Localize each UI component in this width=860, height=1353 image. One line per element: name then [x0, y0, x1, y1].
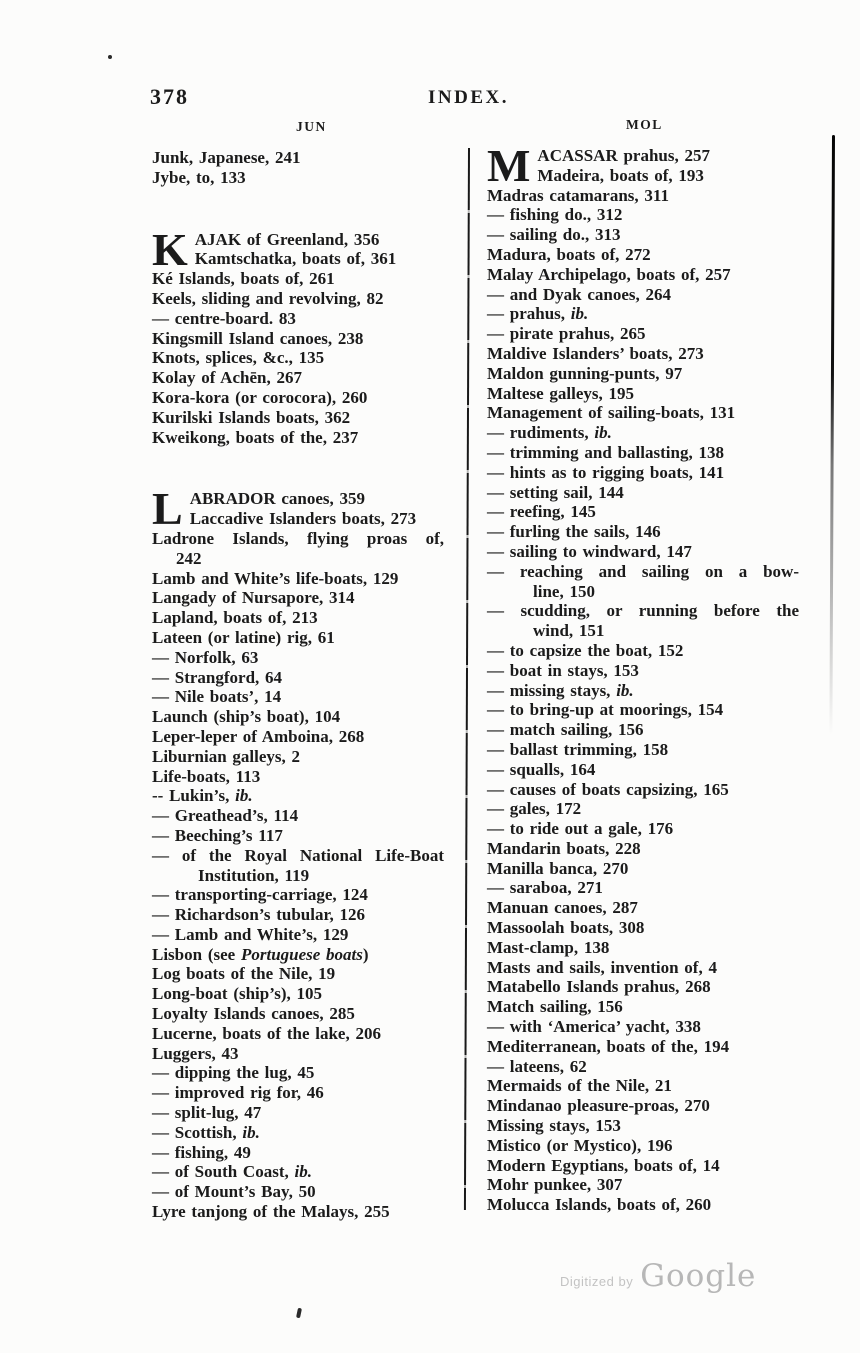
index-entry: — to ride out a gale, 176: [487, 819, 674, 839]
index-entry: Liburnian galleys, 2: [152, 746, 301, 766]
index-entry: — Beeching’s 117: [152, 825, 283, 845]
index-entry: — missing stays, ib.: [487, 680, 634, 700]
index-section-m: [487, 140, 799, 1215]
watermark: [560, 1258, 756, 1294]
index-entry: Jybe, to, 133: [152, 167, 246, 187]
index-entry: — of South Coast, ib.: [152, 1162, 312, 1182]
index-entry: Junk, Japanese, 241: [152, 148, 301, 167]
index-entry: — sailing do., 313: [487, 225, 621, 245]
index-entry: — causes of boats capsizing, 165: [487, 779, 729, 799]
index-entry: Kamtschatka, boats of, 361: [194, 249, 397, 269]
index-entry: Langady of Nursapore, 314: [152, 588, 355, 608]
index-entry: Leper-leper of Amboina, 268: [152, 726, 365, 746]
index-entry: Management of sailing-boats, 131: [487, 403, 736, 423]
index-entry: line, 150: [533, 581, 595, 601]
index-entry: — to bring-up at moorings, 154: [487, 700, 724, 720]
italic-reference: ib.: [235, 786, 253, 806]
index-entry: — improved rig for, 46: [152, 1083, 324, 1103]
index-entry: Madras catamarans, 311: [487, 185, 669, 205]
index-entry: Kolay of Achēn, 267: [152, 368, 302, 388]
index-entry: -- Lukin’s, ib.: [152, 786, 253, 806]
index-entry: Log boats of the Nile, 19: [152, 964, 336, 984]
index-entry: — pirate prahus, 265: [487, 324, 646, 344]
index-entry: — reefing, 145: [487, 502, 596, 522]
index-entry: Mermaids of the Nile, 21: [487, 1076, 672, 1096]
index-entry: Life-boats, 113: [152, 766, 261, 786]
column-divider-rule: [464, 148, 470, 1210]
index-entry: — trimming and ballasting, 138: [487, 442, 724, 462]
index-entry: ACASSAR prahus, 257: [537, 146, 710, 165]
index-entry: — of Mount’s Bay, 50: [152, 1182, 316, 1202]
index-entry: — boat in stays, 153: [487, 660, 639, 680]
italic-reference: Portuguese boats: [240, 944, 363, 964]
index-entry: — to capsize the boat, 152: [487, 640, 684, 660]
index-entry: Madura, boats of, 272: [487, 244, 651, 264]
ink-speck: [296, 1308, 302, 1319]
column-header-left: JUN: [296, 119, 327, 134]
index-entry: Molucca Islands, boats of, 260: [487, 1195, 712, 1215]
index-column-left: [152, 148, 444, 1222]
page-edge-rule: [829, 135, 835, 735]
italic-reference: ib.: [570, 304, 589, 324]
index-entry: Institution, 119: [198, 865, 310, 885]
dropcap-letter: K: [152, 223, 188, 275]
index-entry: Lateen (or latine) rig, 61: [152, 627, 335, 647]
index-entry: Kingsmill Island canoes, 238: [152, 328, 364, 348]
index-entry: Madeira, boats of, 193: [537, 165, 704, 185]
index-entry: Match sailing, 156: [487, 997, 623, 1017]
index-entry: — squalls, 164: [487, 759, 596, 779]
index-entry: — reaching and sailing on a bow-: [487, 561, 799, 581]
index-entry: Maltese galleys, 195: [487, 383, 634, 403]
index-entry: Lisbon (see Portuguese boats): [152, 944, 369, 964]
index-entry: Kurilski Islands boats, 362: [152, 407, 351, 427]
index-entry: — centre-board. 83: [152, 308, 296, 328]
index-entry: Modern Egyptians, boats of, 14: [487, 1155, 720, 1175]
index-entry: Manuan canoes, 287: [487, 898, 638, 918]
index-section-l: [152, 483, 444, 1222]
italic-reference: ib.: [616, 680, 634, 700]
index-entry: — Greathead’s, 114: [152, 806, 299, 826]
index-entry: Kora-kora (or corocora), 260: [152, 387, 368, 407]
index-entry: — ballast trimming, 158: [487, 739, 669, 759]
index-entry: Mandarin boats, 228: [487, 838, 641, 858]
dropcap-letter: M: [487, 140, 531, 191]
index-entry: — with ‘America’ yacht, 338: [487, 1017, 701, 1037]
index-entry: Luggers, 43: [152, 1043, 239, 1063]
index-entry: Knots, splices, &c., 135: [152, 348, 325, 368]
index-entry: — match sailing, 156: [487, 720, 644, 740]
italic-reference: ib.: [594, 423, 612, 443]
ink-speck: [108, 55, 112, 59]
index-entry: Laccadive Islanders boats, 273: [189, 509, 417, 529]
index-entry: — Richardson’s tubular, 126: [152, 905, 365, 925]
index-entry: — saraboa, 271: [487, 878, 603, 898]
index-entry: Long-boat (ship’s), 105: [152, 984, 323, 1004]
index-entry: — Lamb and White’s, 129: [152, 924, 349, 944]
index-entry: 242: [176, 548, 202, 568]
index-entry: Mindanao pleasure-proas, 270: [487, 1096, 710, 1116]
index-section-k: [152, 223, 444, 448]
index-entry: AJAK of Greenland, 356: [194, 229, 380, 249]
index-entry: Mast-clamp, 138: [487, 937, 610, 957]
index-entry: — gales, 172: [487, 799, 582, 819]
index-entry: wind, 151: [533, 621, 605, 641]
index-entry: Massoolah boats, 308: [487, 918, 645, 938]
index-entry: — setting sail, 144: [487, 482, 624, 502]
index-entry: — of the Royal National Life-Boat: [152, 845, 444, 865]
watermark-text: Digitized by: [560, 1274, 634, 1289]
index-entry: Mistico (or Mystico), 196: [487, 1135, 673, 1155]
index-entry: Ké Islands, boats of, 261: [152, 269, 335, 289]
index-entry: Launch (ship’s boat), 104: [152, 707, 341, 727]
index-entry: Mohr punkee, 307: [487, 1175, 623, 1195]
index-entry: Lyre tanjong of the Malays, 255: [152, 1202, 390, 1222]
index-entry: — sailing to windward, 147: [487, 541, 692, 561]
index-entry: ABRADOR canoes, 359: [189, 489, 366, 509]
index-entry: Maldive Islanders’ boats, 273: [487, 343, 704, 363]
index-entry: Masts and sails, invention of, 4: [487, 957, 717, 977]
index-entry: — fishing do., 312: [487, 205, 623, 225]
index-entry: Lucerne, boats of the lake, 206: [152, 1023, 381, 1043]
index-entry: — Norfolk, 63: [152, 647, 259, 667]
index-entry: — hints as to rigging boats, 141: [487, 462, 725, 482]
index-entry: — scudding, or running before the: [487, 601, 799, 621]
google-logo: Google: [640, 1258, 757, 1294]
italic-reference: ib.: [294, 1162, 312, 1182]
index-entry: Missing stays, 153: [487, 1116, 621, 1136]
italic-reference: ib.: [242, 1122, 260, 1142]
index-entry: Matabello Islands prahus, 268: [487, 977, 711, 997]
index-entry: Kweikong, boats of the, 237: [152, 427, 359, 447]
index-entry: — Nile boats’, 14: [152, 687, 282, 707]
index-entry: — fishing, 49: [152, 1142, 251, 1162]
page-title: INDEX.: [428, 87, 509, 108]
dropcap-letter: L: [152, 483, 183, 535]
index-entry: — and Dyak canoes, 264: [487, 284, 672, 304]
index-entry: — lateens, 62: [487, 1056, 587, 1076]
index-entry: Lapland, boats of, 213: [152, 608, 318, 628]
index-entry: Keels, sliding and revolving, 82: [152, 288, 384, 308]
index-entry: — Scottish, ib.: [152, 1122, 260, 1142]
index-entry: — split-lug, 47: [152, 1103, 262, 1123]
page-number: 378: [150, 84, 189, 109]
index-entry: Malay Archipelago, boats of, 257: [487, 264, 731, 284]
index-entry: Ladrone Islands, flying proas of,: [152, 528, 444, 548]
index-entry: Manilla banca, 270: [487, 858, 629, 878]
index-entry: — prahus, ib.: [487, 304, 589, 324]
index-entry: — dipping the lug, 45: [152, 1063, 315, 1083]
index-entry: Mediterranean, boats of the, 194: [487, 1036, 730, 1056]
index-section: [152, 148, 444, 188]
index-column-right: [487, 140, 799, 1215]
index-entry: — Strangford, 64: [152, 667, 283, 687]
index-entry: — transporting-carriage, 124: [152, 885, 368, 905]
column-header-right: MOL: [626, 117, 663, 132]
index-entry: — furling the sails, 146: [487, 522, 661, 542]
index-entry: — rudiments, ib.: [487, 423, 612, 443]
index-entry: Loyalty Islands canoes, 285: [152, 1004, 355, 1024]
index-entry: Lamb and White’s life-boats, 129: [152, 568, 399, 588]
index-entry: Maldon gunning-punts, 97: [487, 363, 683, 383]
